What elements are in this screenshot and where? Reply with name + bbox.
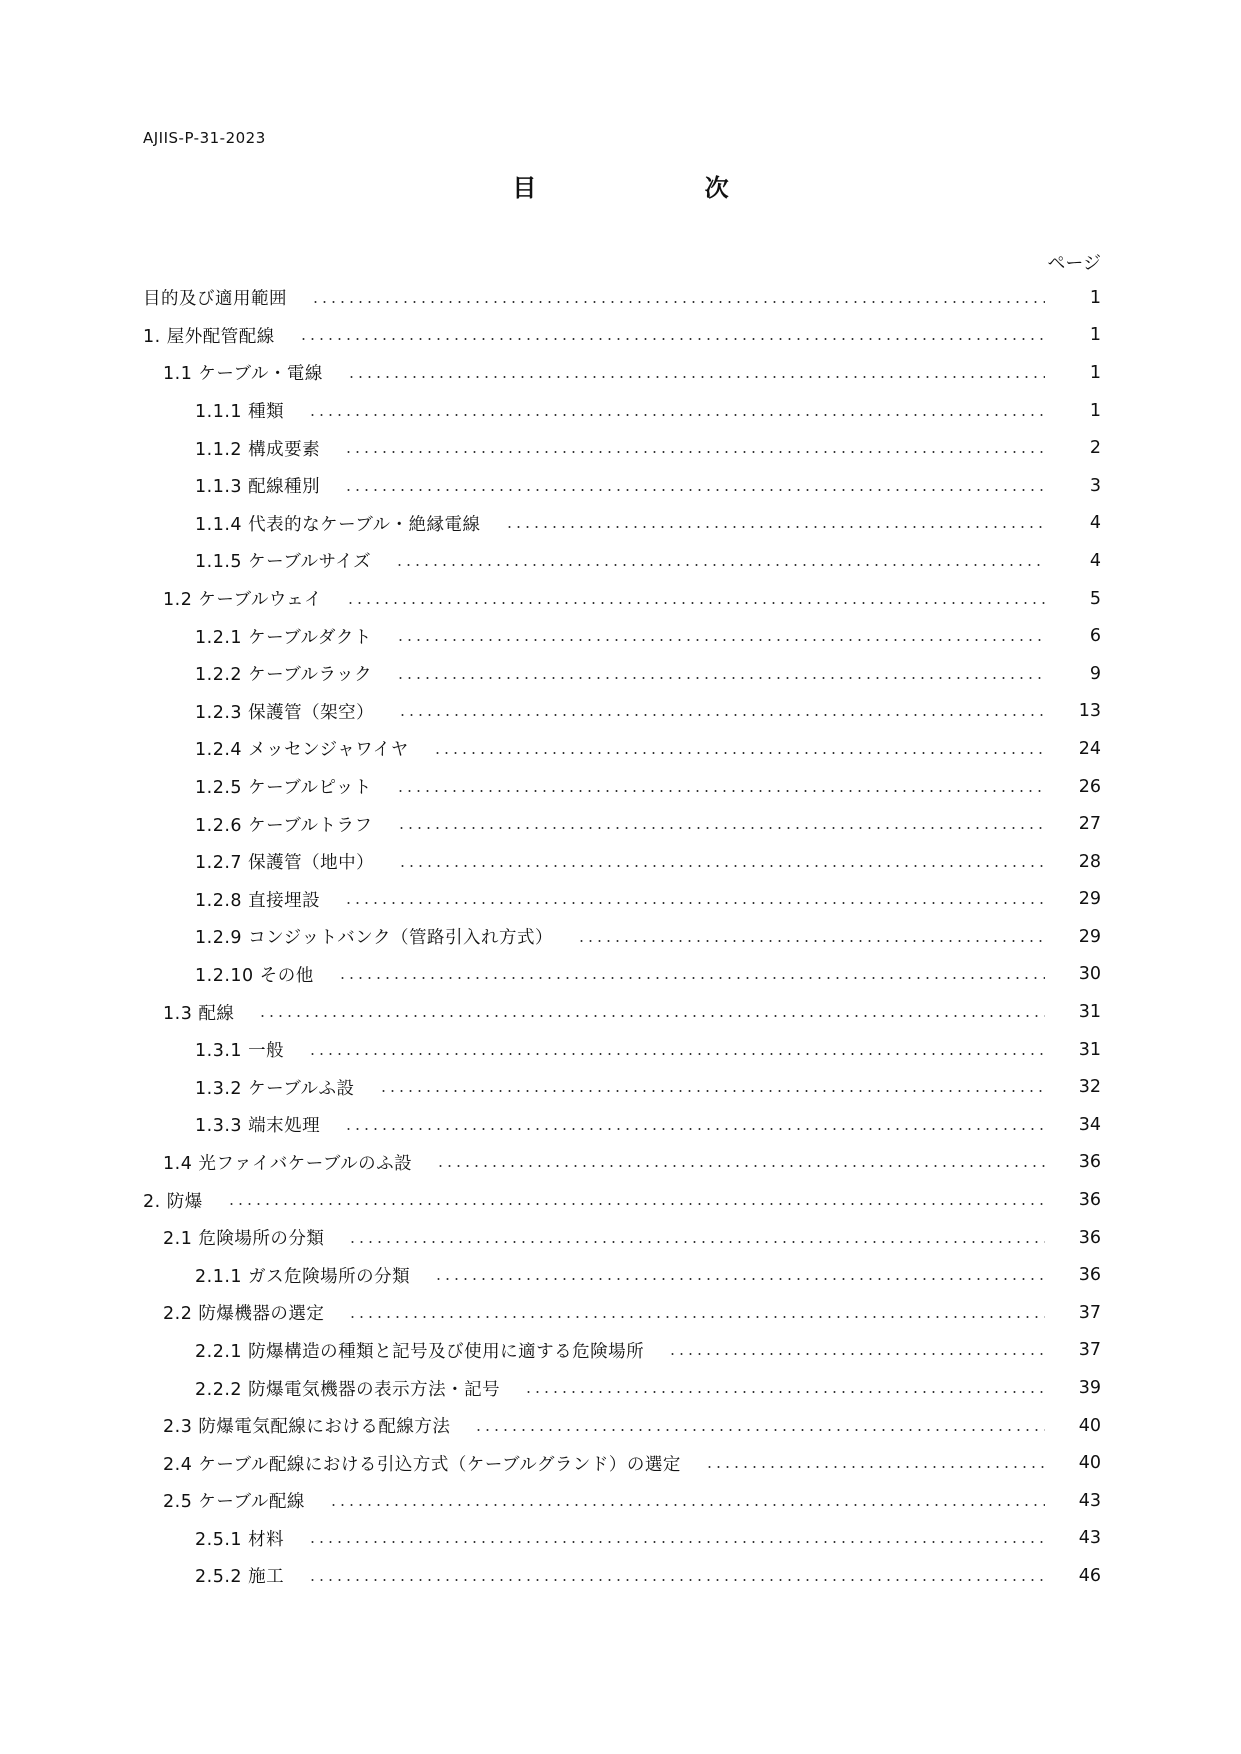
toc-entry-page-number: 31	[1078, 1039, 1101, 1060]
dot-leader	[308, 414, 1045, 416]
toc-entry[interactable]	[143, 693, 1101, 731]
toc-entry-label: 1.2.5 ケーブルピット	[195, 778, 372, 799]
toc-entry-label: 1.1 ケーブル・電線	[163, 364, 323, 385]
toc-entry-page-number: 4	[1089, 550, 1101, 571]
dot-leader	[308, 1053, 1045, 1055]
dot-leader	[348, 1241, 1045, 1243]
toc-entry-page-number: 36	[1078, 1227, 1101, 1248]
dot-leader	[344, 1128, 1045, 1130]
toc-entry-page-number: 43	[1078, 1528, 1101, 1549]
dot-leader	[396, 677, 1045, 679]
toc-entry[interactable]	[143, 1482, 1101, 1520]
toc-entry[interactable]	[143, 655, 1101, 693]
dot-leader	[258, 1015, 1045, 1017]
dot-leader	[398, 865, 1045, 867]
toc-entry-label: 2.5 ケーブル配線	[163, 1492, 305, 1513]
toc-entry[interactable]	[143, 279, 1101, 317]
toc-entry-label: 1.1.1 種類	[195, 402, 285, 423]
page-column-header: ページ	[1047, 253, 1101, 274]
dot-leader	[705, 1466, 1045, 1468]
toc-entry[interactable]	[143, 1031, 1101, 1069]
toc-entry-page-number: 37	[1078, 1302, 1101, 1323]
toc-entry[interactable]	[143, 505, 1101, 543]
toc-entry[interactable]	[143, 843, 1101, 881]
toc-entry-label: 2.2 防爆機器の選定	[163, 1304, 325, 1325]
dot-leader	[668, 1353, 1045, 1355]
toc-entry-label: 2.3 防爆電気配線における配線方法	[163, 1417, 451, 1438]
toc-entry[interactable]	[143, 1106, 1101, 1144]
toc-entry-page-number: 31	[1078, 1002, 1101, 1023]
toc-entry-page-number: 46	[1078, 1565, 1101, 1586]
toc-entry[interactable]	[143, 542, 1101, 580]
toc-entry-page-number: 36	[1078, 1265, 1101, 1286]
toc-entry-label: 1.1.4 代表的なケーブル・絶縁電線	[195, 514, 481, 535]
toc-entry-label: 2.5.1 材料	[195, 1529, 285, 1550]
toc-entry-label: 2.5.2 施工	[195, 1567, 285, 1588]
toc-entry[interactable]	[143, 429, 1101, 467]
dot-leader	[436, 1165, 1045, 1167]
toc-entry[interactable]	[143, 1256, 1101, 1294]
toc-entry-label: 目的及び適用範囲	[143, 289, 287, 310]
dot-leader	[524, 1391, 1045, 1393]
toc-entry[interactable]	[143, 467, 1101, 505]
dot-leader	[347, 376, 1045, 378]
toc-list	[143, 279, 1101, 1595]
toc-entry-page-number: 29	[1078, 889, 1101, 910]
toc-entry[interactable]	[143, 580, 1101, 618]
toc-entry-page-number: 27	[1078, 814, 1101, 835]
toc-entry-page-number: 24	[1078, 738, 1101, 759]
toc-entry-label: 1.2.10 その他	[195, 965, 314, 986]
toc-entry-label: 2.2.1 防爆構造の種類と記号及び使用に適する危険場所	[195, 1341, 645, 1362]
toc-entry-page-number: 40	[1078, 1415, 1101, 1436]
page-title: 目 次	[512, 174, 809, 202]
toc-entry-page-number: 2	[1089, 438, 1101, 459]
dot-leader	[379, 1090, 1045, 1092]
toc-entry-page-number: 3	[1089, 475, 1101, 496]
dot-leader	[227, 1203, 1045, 1205]
dot-leader	[505, 526, 1045, 528]
dot-leader	[398, 714, 1045, 716]
toc-entry-page-number: 29	[1078, 926, 1101, 947]
dot-leader	[433, 752, 1045, 754]
dot-leader	[344, 489, 1045, 491]
toc-entry-page-number: 37	[1078, 1340, 1101, 1361]
toc-entry-label: 2. 防爆	[143, 1191, 203, 1212]
dot-leader	[346, 602, 1045, 604]
toc-entry-page-number: 9	[1089, 663, 1101, 684]
toc-entry[interactable]	[143, 354, 1101, 392]
toc-entry-label: 1.3.3 端末処理	[195, 1116, 321, 1137]
toc-entry-label: 2.4 ケーブル配線における引込方式（ケーブルグランド）の選定	[163, 1454, 681, 1475]
toc-entry[interactable]	[143, 1294, 1101, 1332]
toc-entry[interactable]	[143, 918, 1101, 956]
toc-entry-page-number: 1	[1089, 287, 1101, 308]
toc-entry-page-number: 1	[1089, 400, 1101, 421]
toc-entry-label: 1.2 ケーブルウェイ	[163, 590, 323, 611]
dot-leader	[434, 1278, 1045, 1280]
toc-entry-page-number: 32	[1078, 1077, 1101, 1098]
toc-entry-label: 1. 屋外配管配線	[143, 326, 275, 347]
toc-entry[interactable]	[143, 1520, 1101, 1558]
toc-entry-label: 2.1 危険場所の分類	[163, 1229, 325, 1250]
toc-entry[interactable]	[143, 1369, 1101, 1407]
toc-entry-label: 1.2.1 ケーブルダクト	[195, 627, 372, 648]
toc-entry-page-number: 40	[1078, 1453, 1101, 1474]
toc-entry-page-number: 4	[1089, 513, 1101, 534]
toc-entry-page-number: 43	[1078, 1490, 1101, 1511]
dot-leader	[344, 451, 1045, 453]
toc-entry-page-number: 36	[1078, 1152, 1101, 1173]
toc-entry-label: 1.1.2 構成要素	[195, 439, 321, 460]
toc-entry-page-number: 5	[1089, 588, 1101, 609]
toc-entry-page-number: 28	[1078, 851, 1101, 872]
toc-entry[interactable]	[143, 1557, 1101, 1595]
toc-entry[interactable]	[143, 392, 1101, 430]
toc-entry-label: 1.1.5 ケーブルサイズ	[195, 552, 372, 573]
toc-entry-page-number: 6	[1089, 626, 1101, 647]
toc-entry-label: 1.2.3 保護管（架空）	[195, 702, 375, 723]
toc-entry[interactable]	[143, 993, 1101, 1031]
dot-leader	[396, 639, 1045, 641]
dot-leader	[395, 564, 1045, 566]
dot-leader	[308, 1579, 1045, 1581]
toc-entry-label: 1.3.2 ケーブルふ設	[195, 1078, 355, 1099]
toc-entry[interactable]	[143, 1068, 1101, 1106]
toc-entry[interactable]	[143, 1444, 1101, 1482]
toc-entry[interactable]	[143, 805, 1101, 843]
toc-entry-label: 1.3 配線	[163, 1003, 235, 1024]
dot-leader	[474, 1429, 1045, 1431]
toc-entry[interactable]	[143, 1407, 1101, 1445]
dot-leader	[329, 1504, 1045, 1506]
toc-entry-label: 1.1.3 配線種別	[195, 477, 321, 498]
toc-entry-page-number: 34	[1078, 1114, 1101, 1135]
toc-entry-page-number: 1	[1089, 325, 1101, 346]
dot-leader	[338, 977, 1045, 979]
dot-leader	[577, 940, 1045, 942]
toc-entry[interactable]	[143, 730, 1101, 768]
toc-entry-label: 1.2.6 ケーブルトラフ	[195, 815, 373, 836]
toc-entry-label: 1.2.2 ケーブルラック	[195, 665, 373, 686]
toc-entry[interactable]	[143, 956, 1101, 994]
dot-leader	[311, 301, 1045, 303]
dot-leader	[397, 827, 1045, 829]
toc-entry-label: 2.2.2 防爆電気機器の表示方法・記号	[195, 1379, 501, 1400]
toc-entry-page-number: 13	[1078, 701, 1101, 722]
dot-leader	[348, 1316, 1045, 1318]
dot-leader	[308, 1541, 1045, 1543]
toc-entry-page-number: 36	[1078, 1190, 1101, 1211]
toc-entry[interactable]	[143, 1219, 1101, 1257]
toc-entry[interactable]	[143, 768, 1101, 806]
toc-entry-label: 1.4 光ファイバケーブルのふ設	[163, 1153, 413, 1174]
toc-entry-page-number: 30	[1078, 964, 1101, 985]
document-id: AJIIS-P-31-2023	[143, 129, 266, 147]
toc-entry-page-number: 39	[1078, 1378, 1101, 1399]
toc-entry-label: 1.2.4 メッセンジャワイヤ	[195, 740, 409, 761]
toc-entry[interactable]	[143, 1144, 1101, 1182]
toc-entry-page-number: 26	[1078, 776, 1101, 797]
toc-entry-label: 1.2.8 直接埋設	[195, 890, 321, 911]
toc-entry[interactable]	[143, 1181, 1101, 1219]
dot-leader	[396, 790, 1045, 792]
toc-entry[interactable]	[143, 1332, 1101, 1370]
toc-entry-page-number: 1	[1089, 362, 1101, 383]
toc-entry-label: 1.3.1 一般	[195, 1041, 285, 1062]
toc-entry[interactable]	[143, 317, 1101, 355]
toc-entry-label: 1.2.7 保護管（地中）	[195, 853, 375, 874]
toc-entry-label: 2.1.1 ガス危険場所の分類	[195, 1266, 411, 1287]
toc-entry[interactable]	[143, 881, 1101, 919]
toc-entry[interactable]	[143, 617, 1101, 655]
toc-entry-label: 1.2.9 コンジットバンク（管路引入れ方式）	[195, 928, 553, 949]
dot-leader	[344, 902, 1045, 904]
dot-leader	[299, 338, 1045, 340]
